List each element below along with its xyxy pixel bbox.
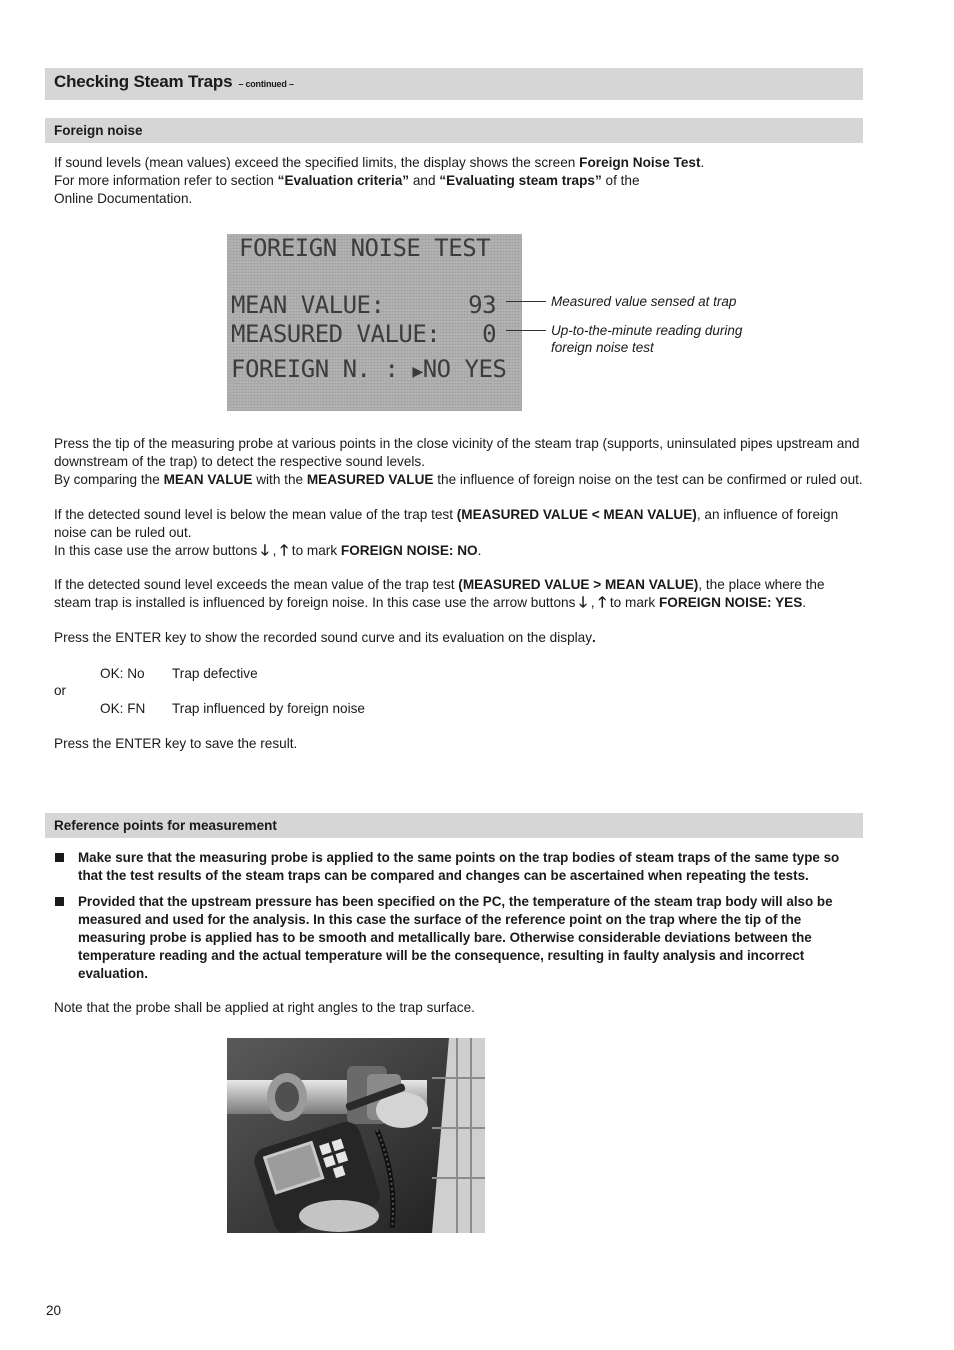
section-title-foreign-noise: Foreign noise bbox=[54, 123, 143, 138]
lcd-line-foreign: FOREIGN N. : ▶NO YES bbox=[231, 355, 507, 383]
paragraph-probe-tip-b: By comparing the MEAN VALUE with the MEASURED VALUE the influence of foreign noise on the test can be confirmed or ruled out. bbox=[54, 472, 863, 487]
callout-line-2 bbox=[506, 330, 546, 331]
intro-line-1: If sound levels (mean values) exceed the specified limits, the display shows the screen Foreign Noise Test. bbox=[54, 155, 705, 170]
paragraph-enter-save: Press the ENTER key to save the result. bbox=[54, 736, 298, 751]
paragraph-exceeds-mean: If the detected sound level exceeds the mean value of the trap test (MEASURED VALUE > MEAN VALUE), the place where the steam trap is installed is influenced by foreign noise. In this case use the arrow buttons 🡓 , 🡑 to mark FOREIGN NOISE: YES. bbox=[54, 577, 825, 611]
paragraph-note: Note that the probe shall be applied at right angles to the trap surface. bbox=[54, 1000, 475, 1015]
paragraph-below-mean bbox=[54, 506, 864, 560]
callout-up-to-minute: Up-to-the-minute reading during foreign noise test bbox=[551, 323, 743, 355]
result-text-2: Trap influenced by foreign noise bbox=[172, 701, 365, 716]
lcd-line-mean: MEAN VALUE: 93 bbox=[231, 291, 497, 319]
lcd-line-measured: MEASURED VALUE: 0 bbox=[231, 320, 497, 348]
page-title-text: Checking Steam Traps bbox=[54, 72, 233, 91]
paragraph-probe-tip bbox=[54, 435, 864, 489]
bullet-item-2: Provided that the upstream pressure has been specified on the PC, the temperature of the steam trap body will also be measured and used for the analysis. In this case the surface of the reference point on the trap where the tip of the measuring probe is applied has to be smooth and metallically bare. Otherwise considerable deviations between the temperature reading and the actual temperature will be the consequence, resulting in faulty analysis and incorrect evaluation. bbox=[78, 894, 833, 981]
callout-measured-value: Measured value sensed at trap bbox=[551, 294, 737, 309]
result-text-1: Trap defective bbox=[172, 666, 258, 681]
lcd-cursor-icon: ▶ bbox=[412, 361, 423, 382]
continued-label: – continued – bbox=[238, 79, 294, 89]
lcd-line-title: FOREIGN NOISE TEST bbox=[239, 234, 491, 262]
arrow-down-icon: 🡓 bbox=[261, 542, 269, 559]
paragraph-below-mean-b: In this case use the arrow buttons 🡓 , 🡑 to mark FOREIGN NOISE: NO. bbox=[54, 542, 482, 559]
bullet-square-icon bbox=[55, 853, 64, 862]
page-number: 20 bbox=[46, 1303, 62, 1318]
result-code-1: OK: No bbox=[100, 666, 145, 681]
arrow-up-icon: 🡑 bbox=[598, 594, 607, 611]
result-code-2: OK: FN bbox=[100, 701, 146, 716]
bullet-item-1: Make sure that the measuring probe is applied to the same points on the trap bodies of steam traps of the same type so that the test results of the steam traps can be compared and changes can be ascertained when repeating the tests. bbox=[78, 850, 840, 883]
section-title-reference-points: Reference points for measurement bbox=[54, 818, 277, 833]
arrow-up-icon: 🡑 bbox=[280, 542, 289, 559]
bullet-square-icon bbox=[55, 897, 64, 906]
arrow-down-icon: 🡓 bbox=[579, 594, 587, 611]
lcd-display-screenshot bbox=[227, 234, 522, 411]
paragraph-below-mean-a: If the detected sound level is below the mean value of the trap test (MEASURED VALUE < MEAN VALUE), an influence of foreign noise can be ruled out. bbox=[54, 507, 839, 540]
intro-paragraph bbox=[54, 154, 864, 208]
paragraph-probe-tip-a: Press the tip of the measuring probe at various points in the close vicinity of the steam trap (supports, uninsulated pipes upstream and downstream of the trap) to detect the respective sound levels. bbox=[54, 436, 860, 469]
paragraph-enter-show: Press the ENTER key to show the recorded sound curve and its evaluation on the display. bbox=[54, 630, 596, 645]
photo-probe-on-steam-trap bbox=[227, 1038, 485, 1233]
or-label: or bbox=[54, 683, 67, 698]
page-title bbox=[54, 73, 294, 93]
intro-line-2: For more information refer to section “Evaluation criteria” and “Evaluating steam traps” of the bbox=[54, 173, 640, 188]
intro-line-3: Online Documentation. bbox=[54, 191, 193, 206]
section-foreign-noise-bar bbox=[45, 118, 863, 143]
callout-line-1 bbox=[506, 301, 546, 302]
